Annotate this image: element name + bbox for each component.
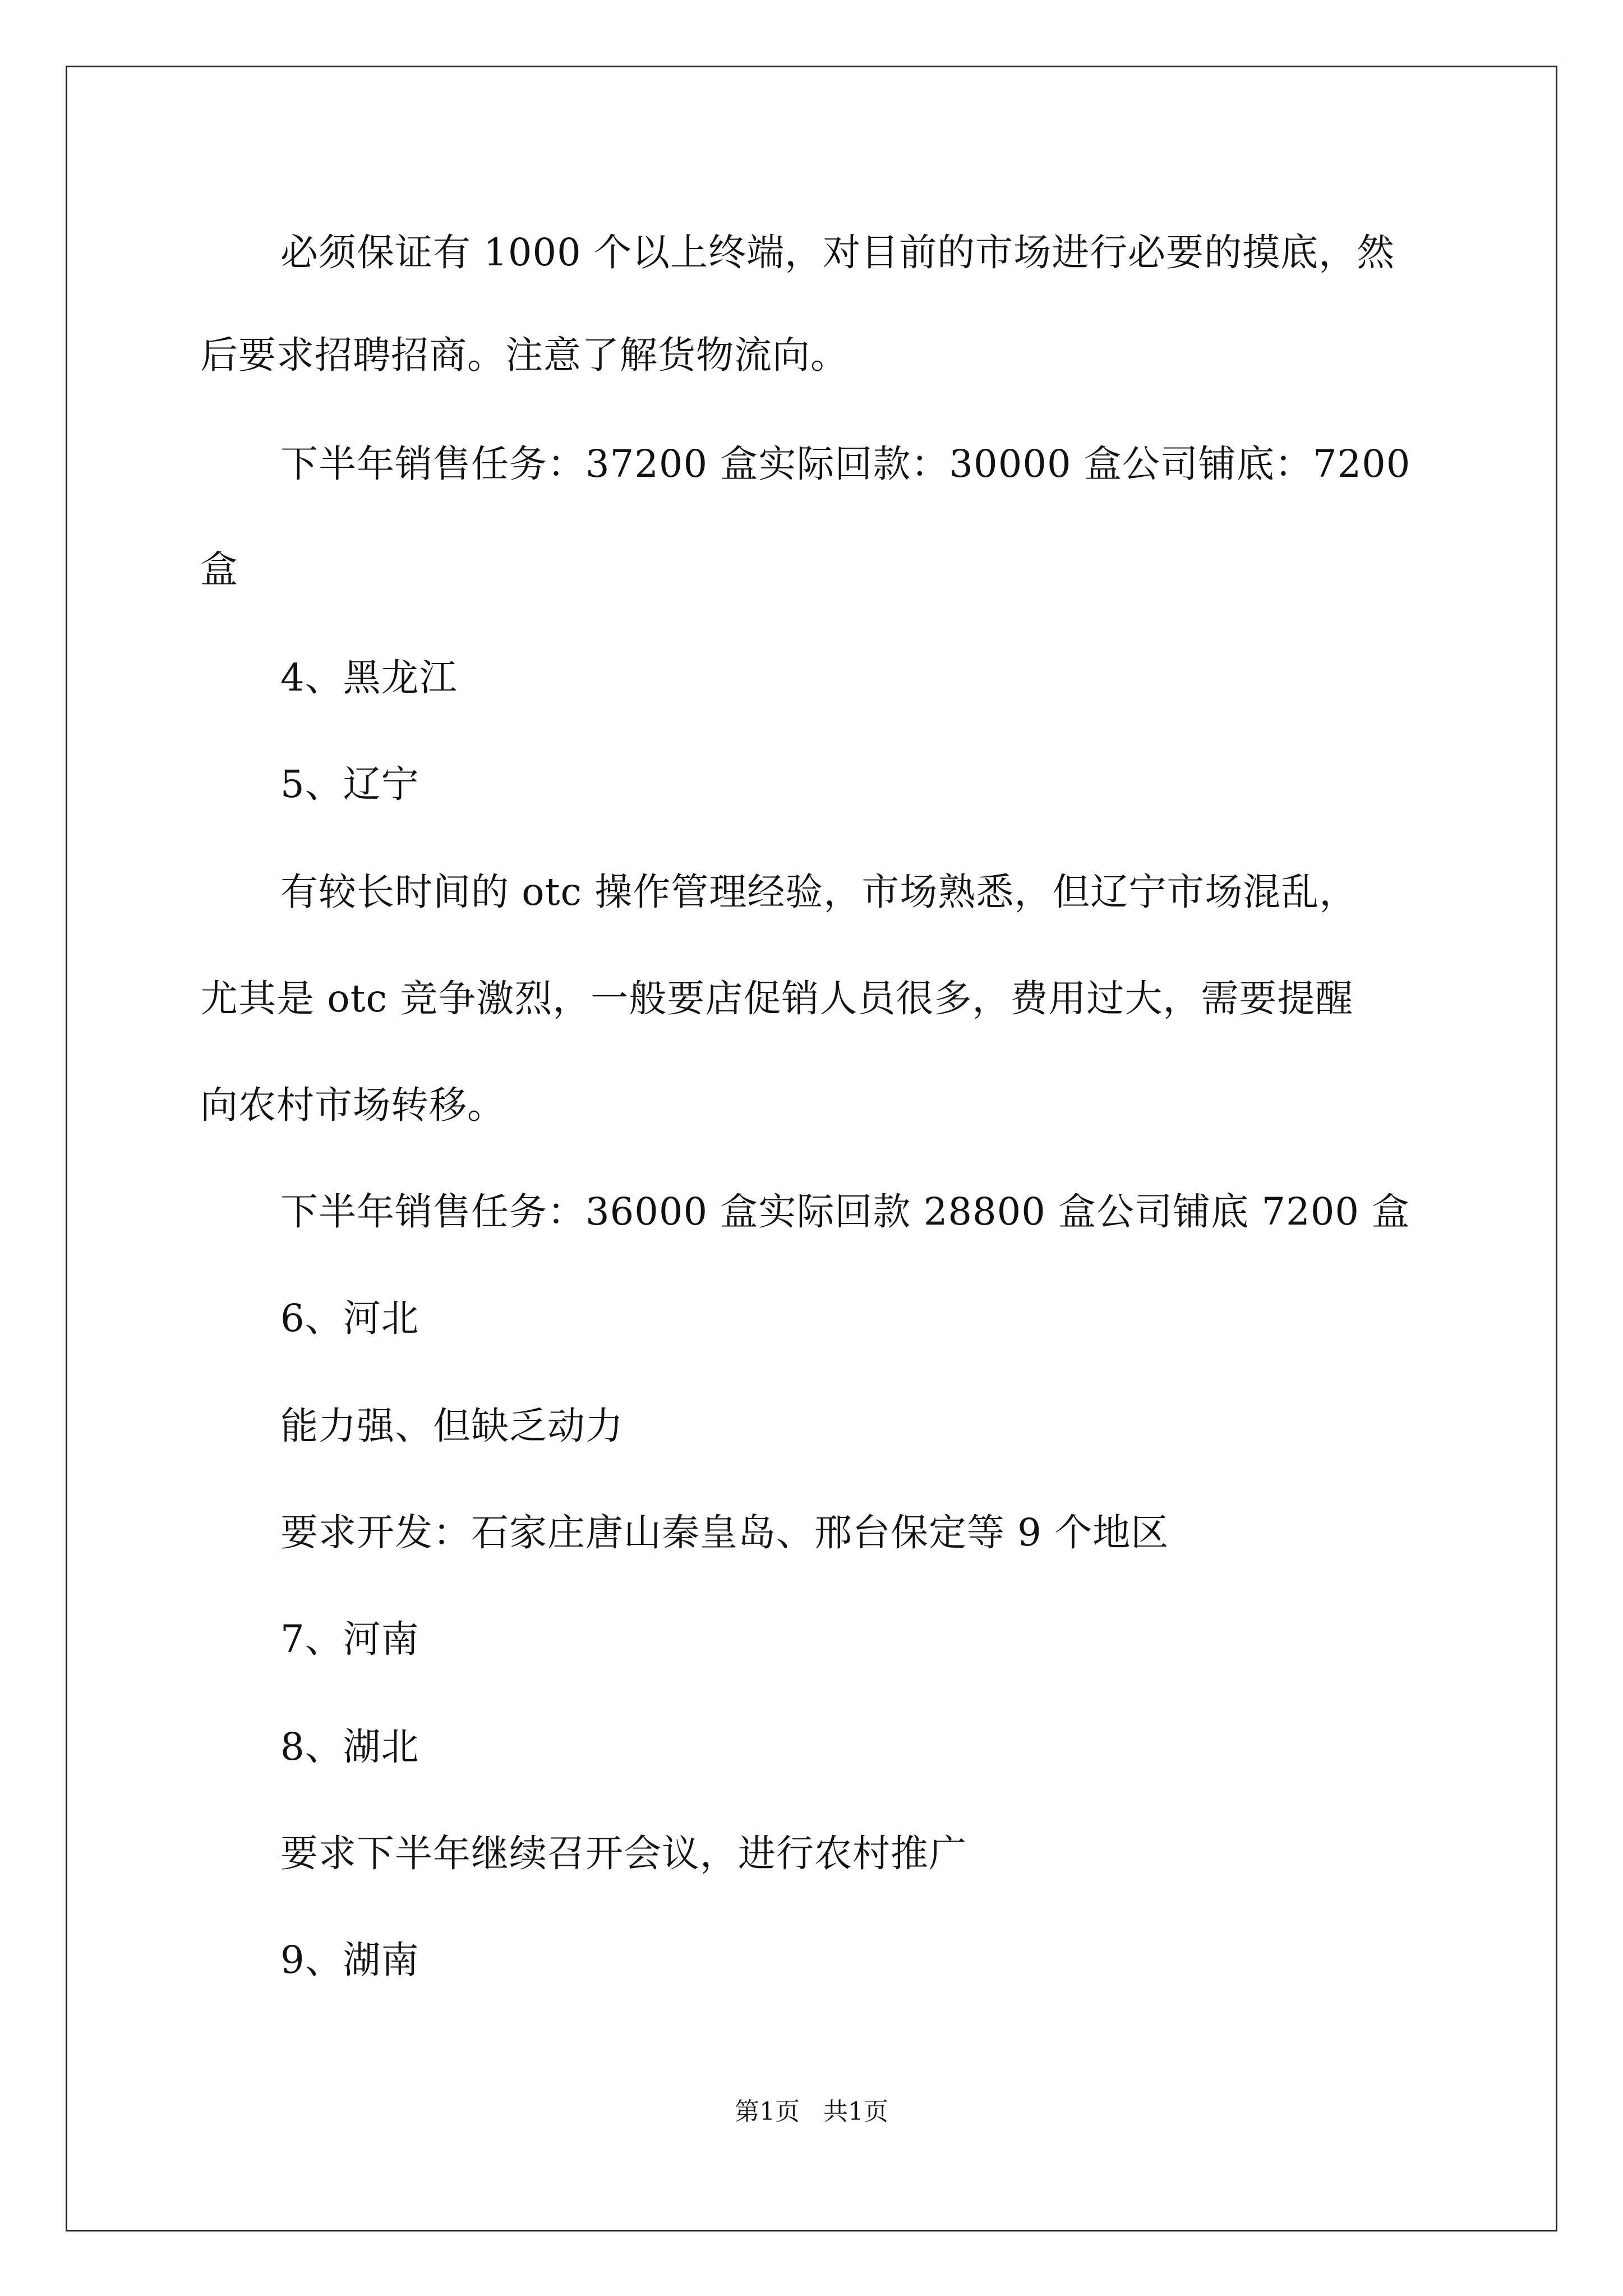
page-footer: 第1页 共1页 bbox=[735, 2097, 888, 2126]
paragraph-line-4: 盒 bbox=[200, 547, 238, 591]
section-heading-liaoning: 5、辽宁 bbox=[280, 762, 419, 806]
paragraph-line-16: 要求下半年继续召开会议，进行农村推广 bbox=[280, 1832, 967, 1875]
page-border bbox=[66, 66, 1557, 2231]
paragraph-line-9: 向农村市场转移。 bbox=[200, 1083, 505, 1127]
section-heading-hubei: 8、湖北 bbox=[280, 1725, 419, 1769]
paragraph-line-13: 要求开发：石家庄唐山秦皇岛、邢台保定等 9 个地区 bbox=[280, 1511, 1169, 1554]
paragraph-line-10: 下半年销售任务：36000 盒实际回款 28800 盒公司铺底 7200 盒 bbox=[280, 1190, 1410, 1234]
section-heading-heilongjiang: 4、黑龙江 bbox=[280, 656, 458, 700]
paragraph-line-12: 能力强、但缺乏动力 bbox=[280, 1404, 624, 1448]
section-heading-hebei: 6、河北 bbox=[280, 1296, 419, 1340]
paragraph-line-3: 下半年销售任务：37200 盒实际回款：30000 盒公司铺底：7200 bbox=[280, 442, 1411, 486]
section-heading-hunan: 9、湖南 bbox=[280, 1938, 419, 1982]
paragraph-line-2: 后要求招聘招商。注意了解货物流向。 bbox=[200, 333, 849, 377]
paragraph-line-8: 尤其是 otc 竞争激烈，一般要店促销人员很多，费用过大，需要提醒 bbox=[200, 977, 1354, 1020]
paragraph-line-7: 有较长时间的 otc 操作管理经验，市场熟悉，但辽宁市场混乱， bbox=[280, 870, 1358, 914]
section-heading-henan: 7、河南 bbox=[280, 1617, 419, 1661]
paragraph-line-1: 必须保证有 1000 个以上终端，对目前的市场进行必要的摸底，然 bbox=[280, 231, 1395, 274]
